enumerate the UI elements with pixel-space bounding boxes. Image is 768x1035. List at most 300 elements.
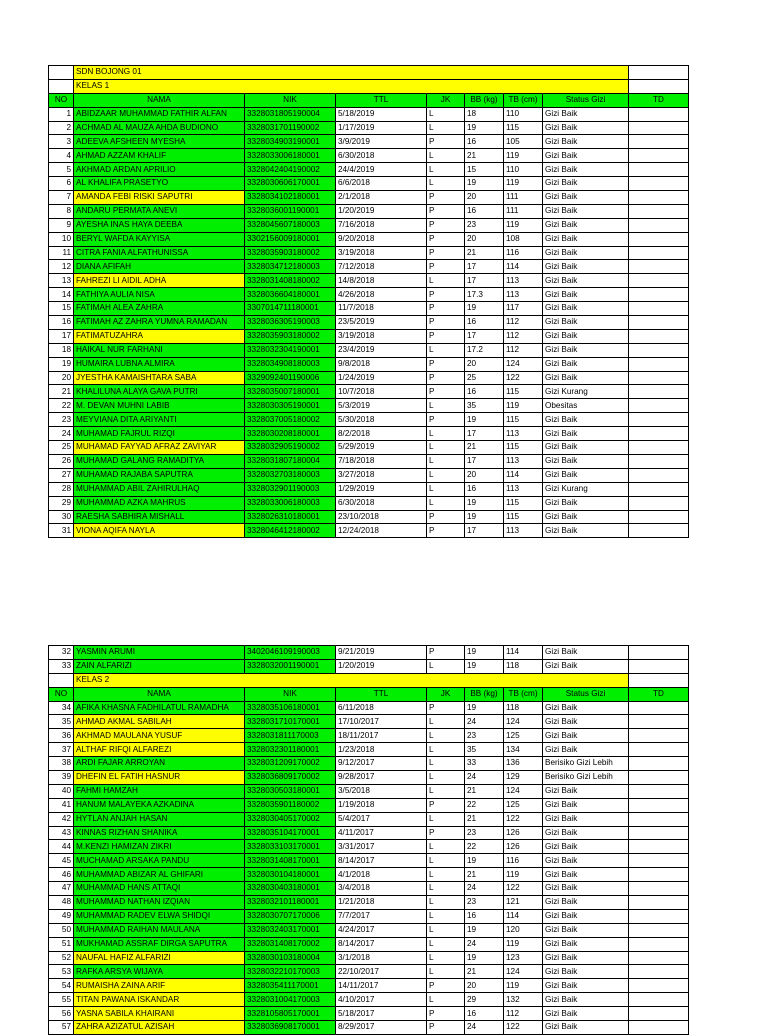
row-nama: AMANDA FEBI RISKI SAPUTRI <box>74 191 245 205</box>
row-ttl: 8/29/2017 <box>336 1021 427 1035</box>
row-jk: P <box>427 1007 465 1021</box>
row-ttl: 1/20/2019 <box>336 204 427 218</box>
row-tb: 119 <box>504 399 543 413</box>
row-nik: 3328031805190004 <box>245 107 336 121</box>
row-ttl: 7/12/2018 <box>336 260 427 274</box>
kelas1-table <box>48 65 689 538</box>
row-bb: 29 <box>465 993 504 1007</box>
row-nama: MUHAMMAD NATHAN IZQIAN <box>74 896 245 910</box>
row-bb: 19 <box>465 496 504 510</box>
row-jk: L <box>427 399 465 413</box>
row-tb: 134 <box>504 743 543 757</box>
row-nama: NAUFAL HAFIZ ALFARIZI <box>74 951 245 965</box>
row-no: 48 <box>49 896 74 910</box>
row-nama: MUCHAMAD ARSAKA PANDU <box>74 854 245 868</box>
row-jk: P <box>427 646 465 660</box>
row-jk: L <box>427 482 465 496</box>
row-no: 30 <box>49 510 74 524</box>
row-tb: 112 <box>504 316 543 330</box>
row-status-gizi: Berisiko Gizi Lebih <box>543 771 629 785</box>
row-tb: 112 <box>504 329 543 343</box>
row-status-gizi: Gizi Baik <box>543 646 629 660</box>
row-jk: L <box>427 882 465 896</box>
table-row <box>49 343 689 357</box>
row-jk: P <box>427 288 465 302</box>
row-no: 1 <box>49 107 74 121</box>
row-td <box>629 316 689 330</box>
row-nik: 3328031408180002 <box>245 274 336 288</box>
table-row <box>49 784 689 798</box>
row-ttl: 1/20/2019 <box>336 659 427 673</box>
row-jk: L <box>427 812 465 826</box>
row-bb: 19 <box>465 701 504 715</box>
row-ttl: 8/2/2018 <box>336 427 427 441</box>
row-tb: 113 <box>504 427 543 441</box>
row-bb: 19 <box>465 413 504 427</box>
row-bb: 21 <box>465 246 504 260</box>
row-ttl: 14/11/2017 <box>336 979 427 993</box>
row-no: 54 <box>49 979 74 993</box>
row-td <box>629 302 689 316</box>
row-nama: RAESHA SABHIRA MISHALL <box>74 510 245 524</box>
row-td <box>629 524 689 538</box>
row-status-gizi: Gizi Baik <box>543 177 629 191</box>
row-status-gizi: Gizi Baik <box>543 288 629 302</box>
row-status-gizi: Gizi Baik <box>543 468 629 482</box>
row-tb: 111 <box>504 191 543 205</box>
row-nik: 3328032304190001 <box>245 343 336 357</box>
row-no: 56 <box>49 1007 74 1021</box>
row-no: 45 <box>49 854 74 868</box>
row-jk: L <box>427 840 465 854</box>
row-tb: 132 <box>504 993 543 1007</box>
table-row <box>49 993 689 1007</box>
row-ttl: 12/24/2018 <box>336 524 427 538</box>
row-tb: 113 <box>504 274 543 288</box>
row-no: 17 <box>49 329 74 343</box>
header-ttl: TTL <box>336 687 427 701</box>
row-nik: 3328030305190001 <box>245 399 336 413</box>
row-nik: 3328033006180001 <box>245 149 336 163</box>
row-ttl: 8/14/2017 <box>336 854 427 868</box>
row-td <box>629 260 689 274</box>
row-ttl: 1/23/2018 <box>336 743 427 757</box>
table-row <box>49 302 689 316</box>
row-no: 29 <box>49 496 74 510</box>
kelas1-label: KELAS 1 <box>74 79 629 93</box>
row-status-gizi: Gizi Baik <box>543 274 629 288</box>
row-bb: 19 <box>465 302 504 316</box>
row-jk: L <box>427 107 465 121</box>
row-bb: 23 <box>465 218 504 232</box>
row-jk: L <box>427 729 465 743</box>
row-nama: FATHIYA AULIA NISA <box>74 288 245 302</box>
row-status-gizi: Gizi Baik <box>543 882 629 896</box>
row-nama: ARDI FAJAR ARROYAN <box>74 757 245 771</box>
row-jk: P <box>427 371 465 385</box>
row-nik: 3328031710170001 <box>245 715 336 729</box>
row-bb: 19 <box>465 923 504 937</box>
row-nik: 3328031209170002 <box>245 757 336 771</box>
row-jk: P <box>427 191 465 205</box>
row-status-gizi: Gizi Baik <box>543 701 629 715</box>
row-td <box>629 371 689 385</box>
row-tb: 123 <box>504 951 543 965</box>
header-jk: JK <box>427 93 465 107</box>
header-nik: NIK <box>245 687 336 701</box>
row-tb: 114 <box>504 646 543 660</box>
row-tb: 129 <box>504 771 543 785</box>
table-row <box>49 798 689 812</box>
table-row <box>49 329 689 343</box>
row-tb: 126 <box>504 840 543 854</box>
row-nama: KINNAS RIZHAN SHANIKA <box>74 826 245 840</box>
row-tb: 124 <box>504 784 543 798</box>
row-td <box>629 646 689 660</box>
table-row <box>49 1021 689 1035</box>
row-no: 41 <box>49 798 74 812</box>
row-jk: L <box>427 965 465 979</box>
row-ttl: 4/26/2018 <box>336 288 427 302</box>
row-status-gizi: Gizi Baik <box>543 135 629 149</box>
row-nik: 3328035901180002 <box>245 798 336 812</box>
row-jk: P <box>427 232 465 246</box>
row-jk: L <box>427 909 465 923</box>
row-no: 21 <box>49 385 74 399</box>
row-nik: 3328030405170002 <box>245 812 336 826</box>
row-ttl: 9/28/2017 <box>336 771 427 785</box>
row-no: 8 <box>49 204 74 218</box>
row-status-gizi: Gizi Baik <box>543 937 629 951</box>
row-jk: L <box>427 715 465 729</box>
table-row <box>49 757 689 771</box>
row-td <box>629 715 689 729</box>
row-tb: 105 <box>504 135 543 149</box>
row-ttl: 1/29/2019 <box>336 482 427 496</box>
row-nik: 3402046109190003 <box>245 646 336 660</box>
row-no: 10 <box>49 232 74 246</box>
table-row <box>49 427 689 441</box>
row-nama: MUHAMMAD ABIZAR AL GHIFARI <box>74 868 245 882</box>
row-td <box>629 288 689 302</box>
row-tb: 136 <box>504 757 543 771</box>
table-row <box>49 357 689 371</box>
row-status-gizi: Gizi Baik <box>543 812 629 826</box>
row-nama: JYESTHA KAMAISHTARA SABA <box>74 371 245 385</box>
row-ttl: 5/3/2019 <box>336 399 427 413</box>
row-status-gizi: Gizi Baik <box>543 218 629 232</box>
row-td <box>629 896 689 910</box>
row-nik: 3328030403180001 <box>245 882 336 896</box>
row-no: 32 <box>49 646 74 660</box>
row-bb: 16 <box>465 1007 504 1021</box>
row-td <box>629 163 689 177</box>
row-jk: L <box>427 496 465 510</box>
row-no: 46 <box>49 868 74 882</box>
row-nama: DIANA AFIFAH <box>74 260 245 274</box>
row-nik: 3328035007180001 <box>245 385 336 399</box>
row-jk: P <box>427 385 465 399</box>
row-ttl: 2/1/2018 <box>336 191 427 205</box>
row-nik: 3328042404190002 <box>245 163 336 177</box>
row-nik: 3328105805170001 <box>245 1007 336 1021</box>
row-no: 38 <box>49 757 74 771</box>
row-nik: 3328032403170001 <box>245 923 336 937</box>
row-td <box>629 107 689 121</box>
row-no: 3 <box>49 135 74 149</box>
row-ttl: 17/10/2017 <box>336 715 427 729</box>
row-nik: 3328030707170006 <box>245 909 336 923</box>
row-ttl: 4/11/2017 <box>336 826 427 840</box>
row-jk: P <box>427 316 465 330</box>
row-tb: 116 <box>504 246 543 260</box>
row-no: 44 <box>49 840 74 854</box>
row-ttl: 1/24/2019 <box>336 371 427 385</box>
row-td <box>629 771 689 785</box>
row-jk: P <box>427 701 465 715</box>
row-tb: 124 <box>504 965 543 979</box>
row-ttl: 3/19/2018 <box>336 329 427 343</box>
row-nama: MUHAMMAD AZKA MAHRUS <box>74 496 245 510</box>
row-status-gizi: Gizi Baik <box>543 427 629 441</box>
row-no: 25 <box>49 441 74 455</box>
table-row <box>49 149 689 163</box>
row-status-gizi: Gizi Baik <box>543 107 629 121</box>
row-no: 6 <box>49 177 74 191</box>
header-nama: NAMA <box>74 687 245 701</box>
row-bb: 17 <box>465 524 504 538</box>
row-nama: BERYL WAFDA KAYYISA <box>74 232 245 246</box>
row-status-gizi: Gizi Kurang <box>543 385 629 399</box>
row-bb: 19 <box>465 121 504 135</box>
table-row <box>49 524 689 538</box>
table-row <box>49 385 689 399</box>
row-ttl: 3/4/2018 <box>336 882 427 896</box>
table-row <box>49 204 689 218</box>
row-tb: 115 <box>504 510 543 524</box>
table-row <box>49 163 689 177</box>
row-jk: L <box>427 868 465 882</box>
row-td <box>629 121 689 135</box>
kelas2-table <box>48 645 689 1035</box>
row-td <box>629 413 689 427</box>
row-nama: ACHMAD AL MAUZA AHDA BUDIONO <box>74 121 245 135</box>
row-bb: 19 <box>465 510 504 524</box>
row-td <box>629 868 689 882</box>
table-row <box>49 965 689 979</box>
row-ttl: 7/16/2018 <box>336 218 427 232</box>
row-nama: MUKHAMAD ASSRAF DIRGA SAPUTRA <box>74 937 245 951</box>
row-status-gizi: Gizi Baik <box>543 1021 629 1035</box>
row-bb: 19 <box>465 854 504 868</box>
row-no: 20 <box>49 371 74 385</box>
row-nik: 3328031004170003 <box>245 993 336 1007</box>
row-td <box>629 854 689 868</box>
row-nama: MUHAMAD GALANG RAMADITYA <box>74 454 245 468</box>
table-row <box>49 274 689 288</box>
row-jk: P <box>427 826 465 840</box>
row-status-gizi: Gizi Baik <box>543 784 629 798</box>
table-row <box>49 232 689 246</box>
row-status-gizi: Gizi Baik <box>543 840 629 854</box>
row-ttl: 23/4/2019 <box>336 343 427 357</box>
row-bb: 23 <box>465 826 504 840</box>
table-row <box>49 951 689 965</box>
row-nik: 3328031408170002 <box>245 937 336 951</box>
row-jk: L <box>427 771 465 785</box>
row-status-gizi: Gizi Baik <box>543 371 629 385</box>
row-nik: 3328032210170003 <box>245 965 336 979</box>
row-nama: ZAHRA AZIZATUL AZISAH <box>74 1021 245 1035</box>
table-row <box>49 441 689 455</box>
row-tb: 118 <box>504 701 543 715</box>
row-no: 2 <box>49 121 74 135</box>
row-status-gizi: Gizi Baik <box>543 909 629 923</box>
row-nik: 3328034712180003 <box>245 260 336 274</box>
row-nama: FATIMATUZAHRA <box>74 329 245 343</box>
row-nama: AHMAD AZZAM KHALIF <box>74 149 245 163</box>
row-status-gizi: Gizi Baik <box>543 729 629 743</box>
row-nama: VIONA AQIFA NAYLA <box>74 524 245 538</box>
row-status-gizi: Gizi Baik <box>543 743 629 757</box>
row-ttl: 3/5/2018 <box>336 784 427 798</box>
table-row <box>49 371 689 385</box>
row-jk: L <box>427 923 465 937</box>
row-jk: L <box>427 937 465 951</box>
table-row <box>49 496 689 510</box>
row-nama: MEYVIANA DITA ARIYANTI <box>74 413 245 427</box>
row-td <box>629 399 689 413</box>
row-bb: 33 <box>465 757 504 771</box>
row-tb: 115 <box>504 441 543 455</box>
row-nama: RAFKA ARSYA WIJAYA <box>74 965 245 979</box>
row-tb: 119 <box>504 149 543 163</box>
row-tb: 114 <box>504 909 543 923</box>
row-tb: 122 <box>504 371 543 385</box>
table-row <box>49 896 689 910</box>
row-jk: L <box>427 343 465 357</box>
kelas2-header-row <box>49 687 689 701</box>
row-jk: L <box>427 659 465 673</box>
row-bb: 20 <box>465 979 504 993</box>
row-jk: P <box>427 329 465 343</box>
row-td <box>629 1021 689 1035</box>
row-no: 57 <box>49 1021 74 1035</box>
row-tb: 113 <box>504 454 543 468</box>
row-jk: L <box>427 743 465 757</box>
table-row <box>49 482 689 496</box>
row-nama: AHMAD AKMAL SABILAH <box>74 715 245 729</box>
row-status-gizi: Gizi Baik <box>543 979 629 993</box>
header-no: NO <box>49 93 74 107</box>
row-no: 18 <box>49 343 74 357</box>
row-no: 23 <box>49 413 74 427</box>
row-jk: P <box>427 413 465 427</box>
row-no: 51 <box>49 937 74 951</box>
row-nik: 3328030503180001 <box>245 784 336 798</box>
row-ttl: 23/10/2018 <box>336 510 427 524</box>
row-ttl: 8/14/2017 <box>336 937 427 951</box>
row-bb: 17.2 <box>465 343 504 357</box>
row-status-gizi: Gizi Baik <box>543 329 629 343</box>
row-td <box>629 232 689 246</box>
row-tb: 125 <box>504 729 543 743</box>
row-nama: ZAIN ALFARIZI <box>74 659 245 673</box>
row-bb: 20 <box>465 357 504 371</box>
table-row <box>49 191 689 205</box>
row-ttl: 9/8/2018 <box>336 357 427 371</box>
row-nik: 3328032101180001 <box>245 896 336 910</box>
header-no: NO <box>49 687 74 701</box>
row-ttl: 5/4/2017 <box>336 812 427 826</box>
row-ttl: 7/7/2017 <box>336 909 427 923</box>
row-no: 33 <box>49 659 74 673</box>
row-jk: P <box>427 218 465 232</box>
row-bb: 21 <box>465 441 504 455</box>
row-nama: YASNA SABILA KHAIRANI <box>74 1007 245 1021</box>
row-nama: HYTLAN ANJAH HASAN <box>74 812 245 826</box>
row-bb: 17 <box>465 260 504 274</box>
row-tb: 114 <box>504 468 543 482</box>
row-status-gizi: Berisiko Gizi Lebih <box>543 757 629 771</box>
row-bb: 17.3 <box>465 288 504 302</box>
row-td <box>629 454 689 468</box>
table-row <box>49 646 689 660</box>
row-bb: 18 <box>465 107 504 121</box>
header-status-gizi: Status Gizi <box>543 687 629 701</box>
row-bb: 24 <box>465 882 504 896</box>
row-nama: FATIMAH ALEA ZAHRA <box>74 302 245 316</box>
row-td <box>629 385 689 399</box>
row-nama: HUMAIRA LUBNA ALMIRA <box>74 357 245 371</box>
row-bb: 17 <box>465 329 504 343</box>
header-td: TD <box>629 687 689 701</box>
row-status-gizi: Gizi Baik <box>543 191 629 205</box>
row-nik: 3328033103170001 <box>245 840 336 854</box>
row-nik: 3328034903190001 <box>245 135 336 149</box>
row-td <box>629 882 689 896</box>
row-ttl: 6/6/2018 <box>336 177 427 191</box>
row-td <box>629 729 689 743</box>
row-nama: DHEFIN EL FATIH HASNUR <box>74 771 245 785</box>
row-nama: RUMAISHA ZAINA ARIF <box>74 979 245 993</box>
row-no: 52 <box>49 951 74 965</box>
row-no: 36 <box>49 729 74 743</box>
row-nik: 3328032703180003 <box>245 468 336 482</box>
row-nik: 3328045607180003 <box>245 218 336 232</box>
row-nik: 3328036908170001 <box>245 1021 336 1035</box>
row-ttl: 7/18/2018 <box>336 454 427 468</box>
row-no: 7 <box>49 191 74 205</box>
row-no: 13 <box>49 274 74 288</box>
row-nik: 3328035903180002 <box>245 246 336 260</box>
row-status-gizi: Gizi Baik <box>543 163 629 177</box>
row-td <box>629 246 689 260</box>
row-tb: 119 <box>504 868 543 882</box>
row-status-gizi: Gizi Baik <box>543 524 629 538</box>
table-row <box>49 177 689 191</box>
row-ttl: 5/29/2019 <box>336 441 427 455</box>
row-jk: L <box>427 427 465 441</box>
row-jk: P <box>427 302 465 316</box>
row-td <box>629 357 689 371</box>
row-no: 12 <box>49 260 74 274</box>
row-ttl: 3/27/2018 <box>336 468 427 482</box>
row-no: 40 <box>49 784 74 798</box>
header-td: TD <box>629 93 689 107</box>
row-jk: L <box>427 784 465 798</box>
row-jk: P <box>427 798 465 812</box>
